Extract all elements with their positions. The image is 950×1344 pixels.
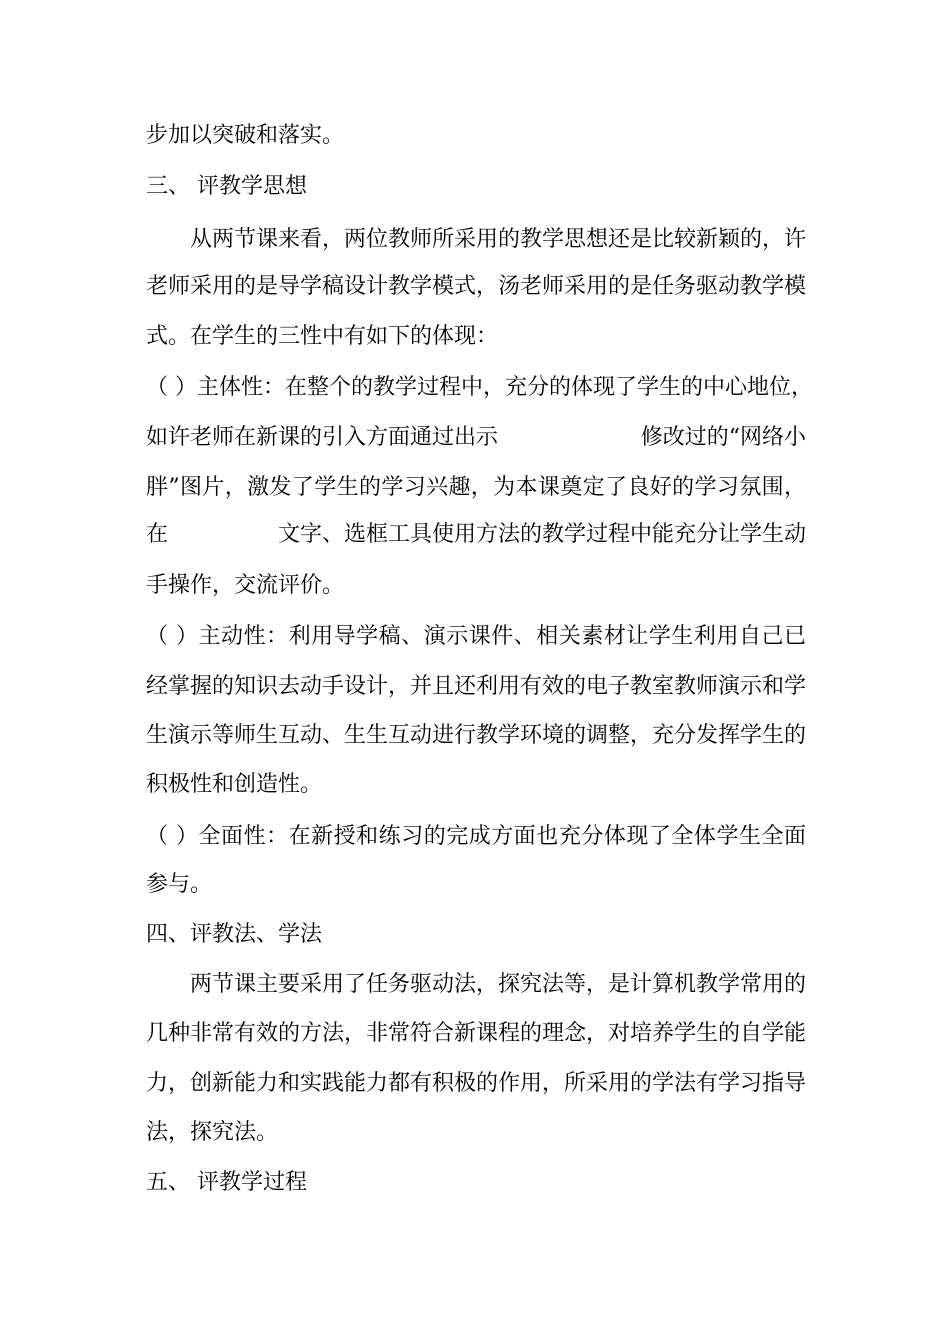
paragraph-line: 老师采用的是导学稿设计教学模式，汤老师采用的是任务驱动教学模 (146, 274, 807, 299)
paragraph-line: 从两节课来看，两位教师所采用的教学思想还是比较新颖的，许 (190, 227, 807, 252)
list-item-subjectivity: （ ）主体性：在整个的教学过程中，充分的体现了学生的中心地位， (146, 375, 813, 400)
paragraph-line: 两节课主要采用了任务驱动法，探究法等，是计算机教学常用的 (190, 972, 807, 997)
list-item-initiative: （ ）主动性：利用导学稿、演示课件、相关素材让学生利用自己已 (146, 624, 806, 649)
paragraph-line: 法，探究法。 (146, 1120, 279, 1145)
paragraph-line: 步加以突破和落实。 (146, 123, 345, 148)
paragraph-line: 式。在学生的三性中有如下的体现： (146, 324, 499, 349)
paragraph-line: 参与。 (146, 872, 213, 897)
paragraph-line-split (146, 423, 806, 453)
paragraph-fragment-right: 修改过的“网络小 (640, 425, 806, 450)
section-heading-3: 三、 评教学思想 (146, 174, 307, 199)
paragraph-line: 胖”图片，激发了学生的学习兴趣，为本课奠定了良好的学习氛围， (146, 475, 806, 500)
paragraph-line: 经掌握的知识去动手设计，并且还利用有效的电子教室教师演示和学 (146, 674, 807, 699)
paragraph-line: 生演示等师生互动、生生互动进行教学环境的调整，充分发挥学生的 (146, 723, 807, 748)
paragraph-line: 积极性和创造性。 (146, 772, 323, 797)
paragraph-fragment-left: 如许老师在新课的引入方面通过出示 (146, 425, 499, 450)
paragraph-line: 几种非常有效的方法，非常符合新课程的理念，对培养学生的自学能 (146, 1021, 807, 1046)
section-heading-4: 四、评教法、学法 (146, 922, 323, 947)
paragraph-fragment-left: 在 (146, 522, 169, 547)
paragraph-fragment-right: 文字、选框工具使用方法的教学过程中能充分让学生动 (277, 522, 806, 547)
list-item-comprehensiveness: （ ）全面性：在新授和练习的完成方面也充分体现了全体学生全面 (146, 824, 806, 849)
paragraph-line: 力，创新能力和实践能力都有积极的作用，所采用的学法有学习指导 (146, 1071, 807, 1096)
paragraph-line-split (146, 520, 806, 550)
section-heading-5: 五、 评教学过程 (146, 1170, 307, 1195)
paragraph-line: 手操作，交流评价。 (146, 573, 345, 598)
